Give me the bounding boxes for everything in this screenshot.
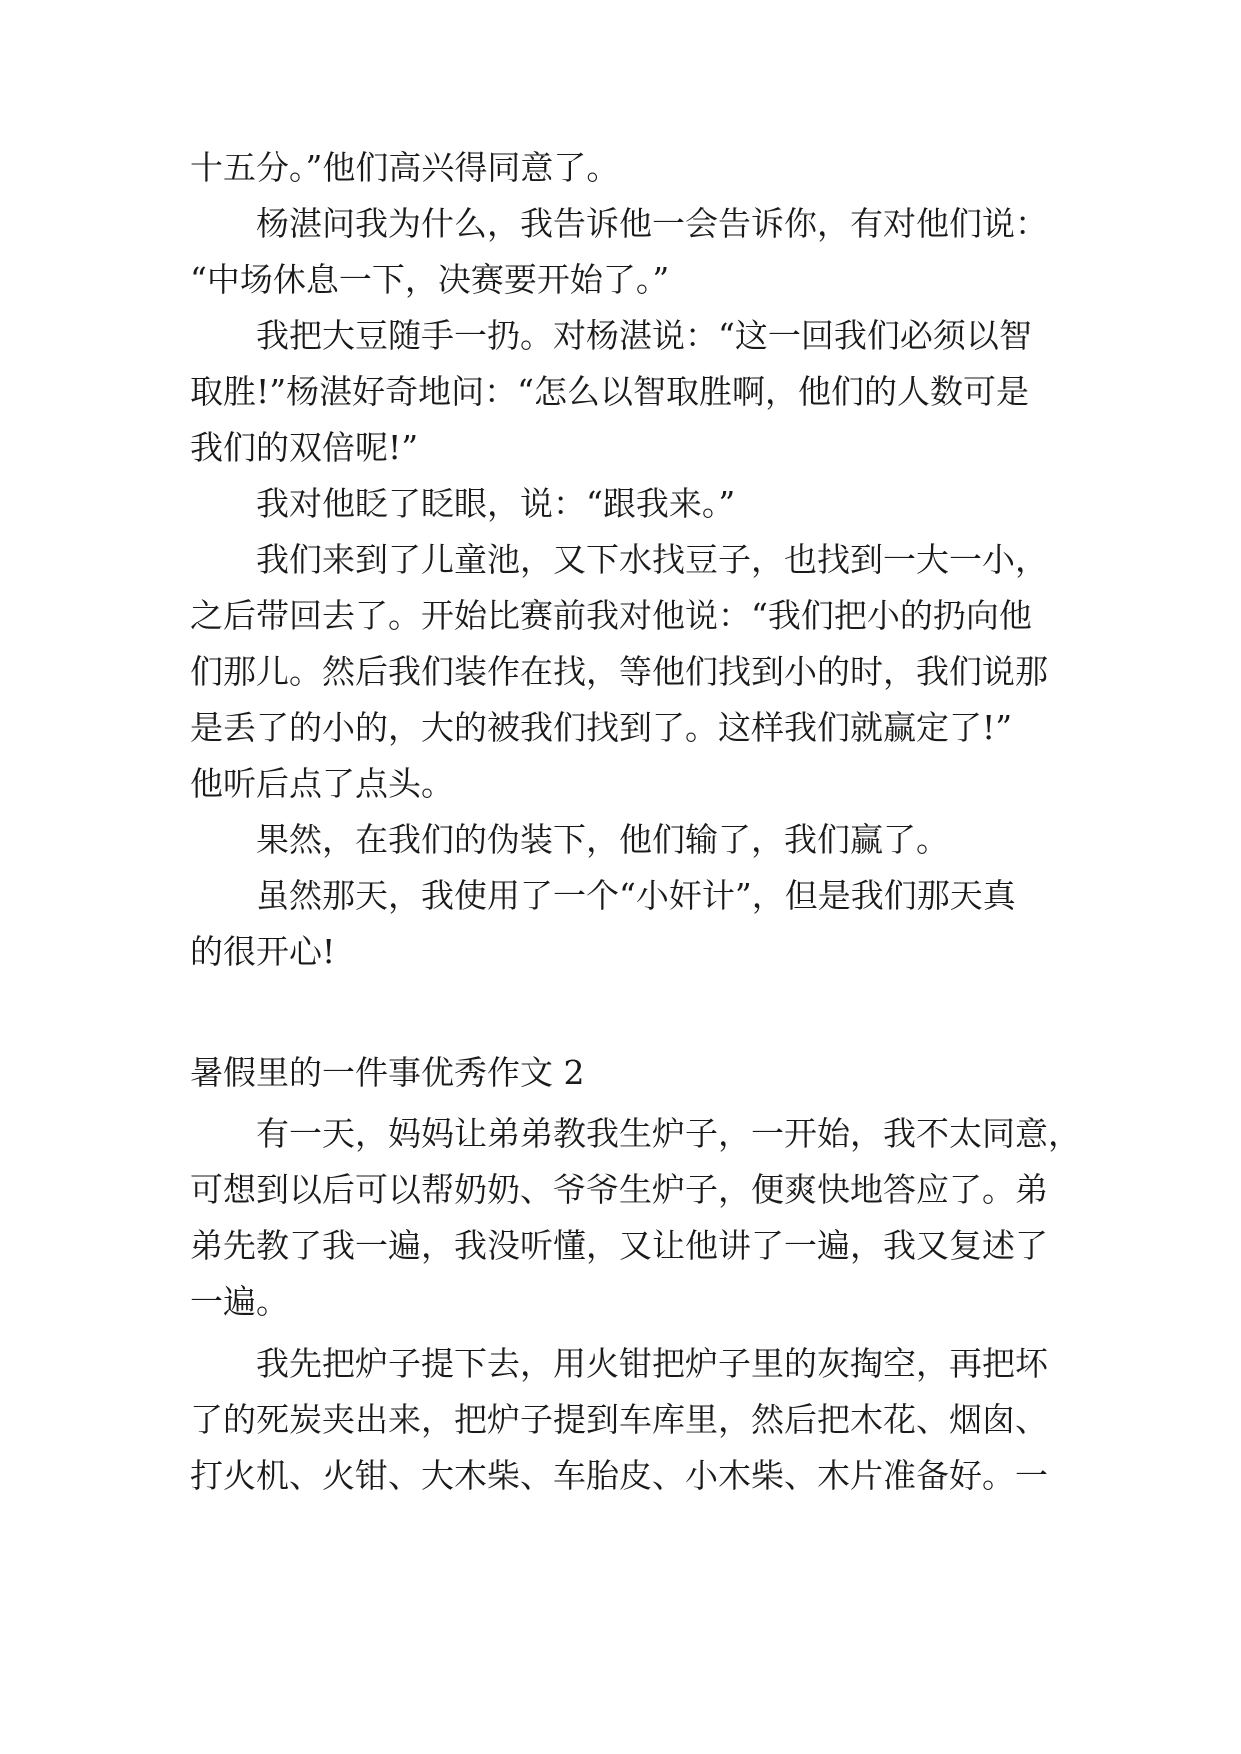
section-heading: 暑假里的一件事优秀作文 2: [190, 1053, 585, 1092]
text-line: 果然，在我们的伪装下，他们输了，我们赢了。: [256, 820, 949, 859]
text-line: 们那儿。然后我们装作在找，等他们找到小的时，我们说那: [190, 652, 1048, 691]
text-line: 虽然那天，我使用了一个“小奸计”，但是我们那天真: [256, 876, 1016, 915]
text-line: 杨湛问我为什么，我告诉他一会告诉你，有对他们说：: [256, 204, 1048, 243]
text-line: 有一天，妈妈让弟弟教我生炉子，一开始，我不太同意，: [256, 1114, 1081, 1153]
text-line: 一遍。: [190, 1282, 289, 1321]
text-line: 取胜!”杨湛好奇地问：“怎么以智取胜啊，他们的人数可是: [190, 372, 1030, 411]
text-line: 是丢了的小的，大的被我们找到了。这样我们就赢定了!”: [190, 708, 1013, 747]
text-line: 我对他眨了眨眼，说：“跟我来。”: [256, 484, 736, 523]
text-line: 我先把炉子提下去，用火钳把炉子里的灰掏空，再把坏: [256, 1344, 1048, 1383]
text-line: “中场休息一下，决赛要开始了。”: [190, 260, 670, 299]
text-line: 之后带回去了。开始比赛前我对他说：“我们把小的扔向他: [190, 596, 1032, 635]
text-line: 我们来到了儿童池，又下水找豆子，也找到一大一小，: [256, 540, 1048, 579]
text-line: 我把大豆随手一扔。对杨湛说：“这一回我们必须以智: [256, 316, 1032, 355]
text-line: 了的死炭夹出来，把炉子提到车库里，然后把木花、烟囱、: [190, 1400, 1048, 1439]
text-line: 十五分。”他们高兴得同意了。: [190, 148, 620, 187]
text-line: 的很开心!: [190, 932, 336, 971]
text-line: 弟先教了我一遍，我没听懂，又让他讲了一遍，我又复述了: [190, 1226, 1048, 1265]
text-line: 打火机、火钳、大木柴、车胎皮、小木柴、木片准备好。一: [190, 1456, 1048, 1495]
text-line: 我们的双倍呢!”: [190, 428, 419, 467]
text-line: 可想到以后可以帮奶奶、爷爷生炉子，便爽快地答应了。弟: [190, 1170, 1048, 1209]
text-line: 他听后点了点头。: [190, 764, 454, 803]
